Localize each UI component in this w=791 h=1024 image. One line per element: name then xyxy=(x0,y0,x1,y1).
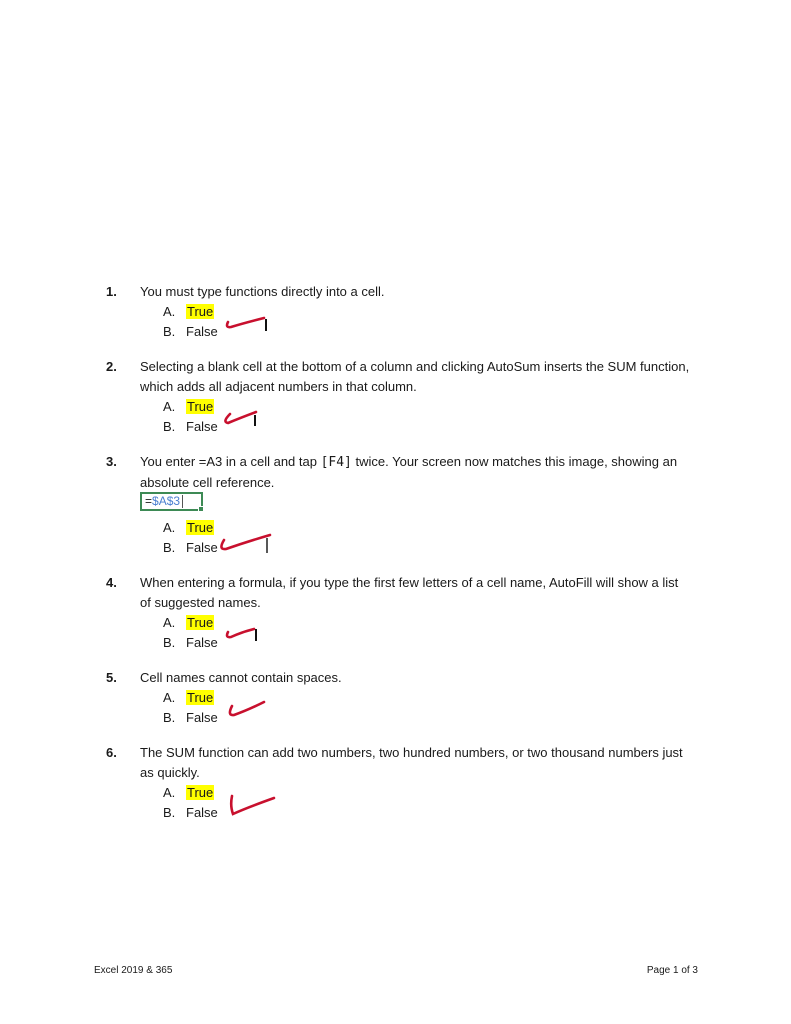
question-text xyxy=(140,282,700,302)
handwritten-check-icon xyxy=(222,312,272,334)
option-b[interactable] xyxy=(163,805,218,820)
question-line: When entering a formula, if you type the first few letters of a cell name, AutoFill will show a list xyxy=(140,575,679,590)
question-text xyxy=(140,743,700,783)
question-text xyxy=(140,452,700,493)
option-text: False xyxy=(186,324,218,339)
question-text xyxy=(140,573,700,613)
question-line: absolute cell reference. xyxy=(140,475,275,490)
option-a[interactable] xyxy=(163,785,214,800)
option-letter: B. xyxy=(163,540,176,555)
cell-ref-text: $A$3 xyxy=(152,494,181,508)
handwritten-check-icon xyxy=(222,622,266,644)
option-text: False xyxy=(186,540,218,555)
option-letter: A. xyxy=(163,399,176,414)
option-letter: A. xyxy=(163,615,176,630)
option-letter: B. xyxy=(163,324,176,339)
option-a[interactable] xyxy=(163,399,214,414)
question-line xyxy=(140,452,700,473)
key-label: [F4] xyxy=(320,455,352,470)
option-text: False xyxy=(186,635,218,650)
handwritten-check-icon xyxy=(216,530,276,556)
option-a[interactable] xyxy=(163,304,214,319)
option-text-highlighted: True xyxy=(187,785,214,800)
text-segment: You enter =A3 in a cell and tap xyxy=(140,454,321,469)
question-line: which adds all adjacent numbers in that column. xyxy=(140,379,417,394)
option-text-highlighted: True xyxy=(187,690,214,705)
option-letter: B. xyxy=(163,710,176,725)
question-line: The SUM function can add two numbers, two hundred numbers, or two thousand numbers just xyxy=(140,745,683,760)
option-letter: B. xyxy=(163,805,176,820)
question-line: Cell names cannot contain spaces. xyxy=(140,670,342,685)
option-text: False xyxy=(186,710,218,725)
option-b[interactable] xyxy=(163,419,218,434)
option-letter: A. xyxy=(163,304,176,319)
question-number: 2. xyxy=(106,359,117,374)
option-text: False xyxy=(186,419,218,434)
option-a[interactable] xyxy=(163,520,214,535)
option-text-highlighted: True xyxy=(187,399,214,414)
cell-equals: = xyxy=(145,494,153,508)
option-letter: A. xyxy=(163,520,176,535)
fill-handle-icon xyxy=(198,506,204,512)
option-b[interactable] xyxy=(163,324,218,339)
option-letter: B. xyxy=(163,419,176,434)
footer-left: Excel 2019 & 365 xyxy=(94,965,173,976)
option-b[interactable] xyxy=(163,540,218,555)
question-line: of suggested names. xyxy=(140,595,261,610)
handwritten-check-icon xyxy=(224,698,270,722)
option-text-highlighted: True xyxy=(187,615,214,630)
question-line: Selecting a blank cell at the bottom of a column and clicking AutoSum inserts the SUM function, xyxy=(140,359,690,374)
option-text: False xyxy=(186,805,218,820)
option-letter: A. xyxy=(163,785,176,800)
question-text xyxy=(140,357,700,397)
question-number: 3. xyxy=(106,454,117,469)
question-line: You must type functions directly into a cell. xyxy=(140,284,385,299)
question-text xyxy=(140,668,700,688)
text-segment: twice. Your screen now matches this image, showing an xyxy=(351,454,678,469)
option-b[interactable] xyxy=(163,710,218,725)
option-text-highlighted: True xyxy=(187,520,214,535)
handwritten-check-icon xyxy=(226,792,280,820)
option-a[interactable] xyxy=(163,615,214,630)
option-b[interactable] xyxy=(163,635,218,650)
question-line: as quickly. xyxy=(140,765,200,780)
question-number: 6. xyxy=(106,745,117,760)
option-letter: A. xyxy=(163,690,176,705)
option-text-highlighted: True xyxy=(187,304,214,319)
option-letter: B. xyxy=(163,635,176,650)
option-a[interactable] xyxy=(163,690,214,705)
question-number: 1. xyxy=(106,284,117,299)
footer-right: Page 1 of 3 xyxy=(646,965,698,976)
question-number: 4. xyxy=(106,575,117,590)
text-cursor xyxy=(182,495,183,508)
handwritten-check-icon xyxy=(220,406,264,428)
cell-reference-image xyxy=(140,492,203,511)
question-number: 5. xyxy=(106,670,117,685)
